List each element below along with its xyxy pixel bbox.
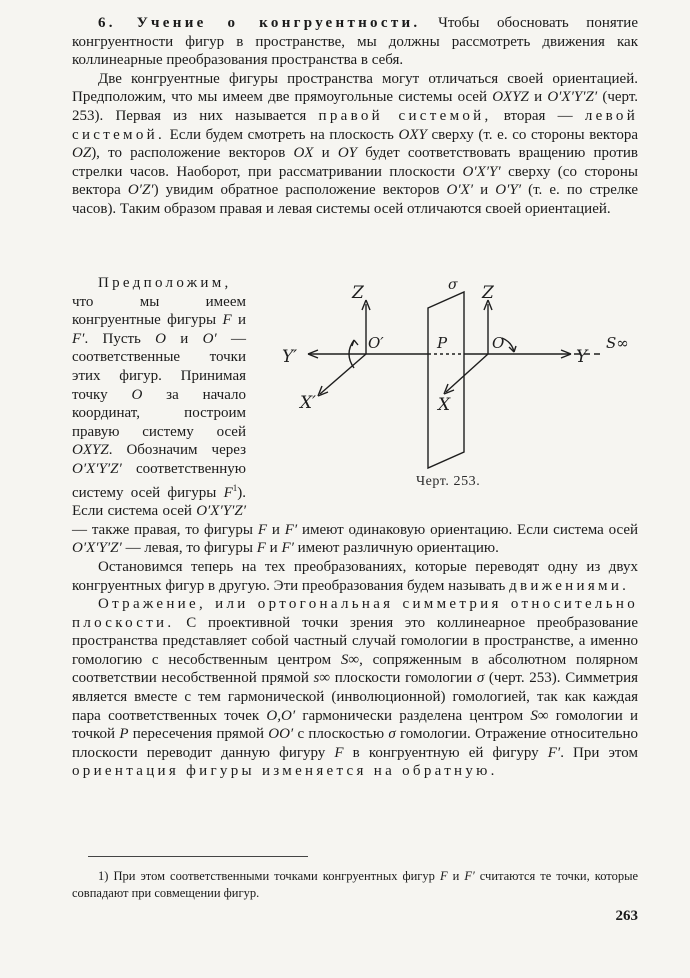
axis-x <box>446 354 488 392</box>
footnote: 1) При этом соответственными точками конгруентных фигур F и F′ считаются те точки, которые совпадают при совмещении фигур. <box>72 869 639 900</box>
paragraph-orientation: Две конгруентные фигуры пространства могут отличаться своей ориентацией. Предположим, что мы имеем две прямоугольные системы осей OXYZ и O′X′Y′Z′ (черт. 253). Первая из них называется правой системой, вторая — левой системой. Если будем смотреть на плоскость OXY сверху (т. е. со стороны вектора OZ), то расположение векторов OX и OY будет соответствовать вращению против стрелки часов. Наоборот, при рассматривании плоскости O′X′Y′ сверху (со стороны вектора O′Z′) увидим обратное расположение векторов O′X′ и O′Y′ (т. е. по стрелке часов). Таким образом правая и левая системы осей отличаются своей ориентацией. <box>72 70 639 217</box>
label-z-left: Z <box>352 283 364 303</box>
footnote-ref: 1 <box>232 482 238 493</box>
footnote-divider <box>88 856 308 857</box>
text-block-with-figure <box>72 274 638 781</box>
label-z-right: Z <box>482 283 494 303</box>
label-x: X <box>438 395 451 415</box>
paragraph-reflection: Отражение, или ортогональная симметрия относительно плоскости. С проективной точки зрения это коллинеарное преобразование пространства представляет собой частный случай гомологии в пространстве, а именно гомологию с несобственным центром S∞, сопряженным в абсолютном полярном соответствии несобственной прямой s∞ плоскости гомологии σ (черт. 253). Симметрия является вместе с тем гармонической (инволюционной) гомологией, так как каждая пара соответственных точек O,O′ гармонически разделена центром S∞ гомологии и точкой P пересечения прямой OO′ с плоскостью σ гомологии. Отражение относительно плоскости переводит данную фигуру F в конгруентную ей фигуру F′. При этом ориентация фигуры изменяется на обратную. <box>72 596 639 780</box>
section-title: 6. Учение о конгруентности. <box>98 15 421 31</box>
page-number: 263 <box>615 908 638 924</box>
label-y-prime: Y′ <box>282 347 298 367</box>
paragraph-suppose: Предположим, что мы имеем конгруентные фигуры F и F′. Пусть O и O′ — соответственные точки этих фигур. Принимая точку O за начало координат, построим правую систему осей OXYZ. Обозначим через O′X′Y′Z′ соответственную систему осей фигуры $F^1$). Если система осей O′X′Y′Z′ — также правая, то фигуры F и F′ имеют одинаковую ориентацию. Если система осей O′X′Y′Z′ — левая, то фигуры F и F′ имеют различную ориентацию. <box>72 275 639 557</box>
label-o-prime: O′ <box>368 334 384 352</box>
text-block-top <box>72 14 638 219</box>
label-o: O <box>492 334 505 352</box>
figure-253 <box>256 276 638 512</box>
label-s-inf: S∞ <box>606 334 629 352</box>
footnote-mark: 1) <box>98 869 109 883</box>
label-x-prime: X′ <box>300 393 316 413</box>
label-sigma: σ <box>448 277 458 293</box>
figure-caption: Черт. 253. <box>416 474 481 489</box>
label-p: P <box>437 334 448 352</box>
paragraph-section-6: 6. Учение о конгруентности. Чтобы обосновать понятие конгруентности фигур в пространстве, мы должны рассмотреть движения как коллинеарные преобразования пространства в себя. <box>72 15 638 69</box>
label-y: Y <box>576 347 588 367</box>
paragraph-motions: Остановимся теперь на тех преобразованиях, которые переводят одну из двух конгруентных фигур в другую. Эти преобразования будем называть движениями. <box>72 558 638 594</box>
axis-x-prime <box>320 354 366 394</box>
